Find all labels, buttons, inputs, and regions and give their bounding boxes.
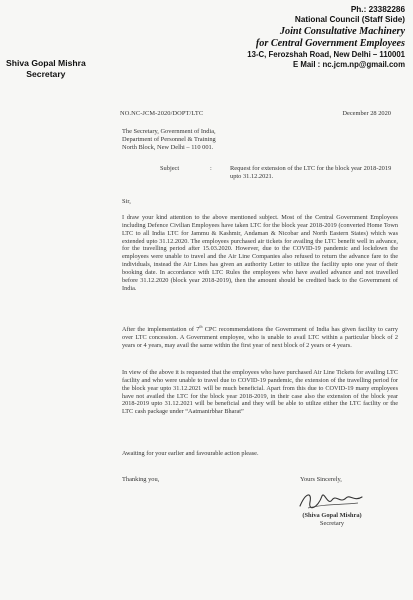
closing-thanks: Thanking you, — [122, 476, 160, 483]
letterhead-address: 13-C, Ferozshah Road, New Delhi – 110001 — [247, 49, 405, 59]
subject-label: Subject — [160, 165, 180, 172]
handwritten-signature — [296, 488, 366, 512]
recipient-line-3: North Block, New Delhi – 110 001. — [122, 143, 214, 151]
sender-title: Secretary — [26, 68, 66, 79]
subject-colon: : — [210, 165, 212, 172]
recipient-line-1: The Secretary, Government of India, — [122, 128, 216, 135]
paragraph-2 — [122, 323, 398, 350]
letterhead — [215, 5, 405, 71]
signer-title: Secretary — [319, 519, 345, 527]
letterhead-script-line1: Joint Consultative Machinery — [279, 25, 405, 37]
paragraph-1: I draw your kind attention to the above mentioned subject. Most of the Central Government Employees including Defence Civilian Employees have taken LTC for the block year 2018-2019 (converted Home Town LTC to all India LTC for Jammu & Kashmir, Andaman & Nicobar and North Eastern States) which was extended upto 31.12.2020. The employees purchased air tickets for availing the LTC benefit well in advance, for the travelling period after 15.03.2020. However, due to the COVID-19 pandemic and lockdown the employees were unable to travel and the Air Line Companies also refused to return the advance fare to the individuals, instead the Air Lines has given an authority Letter to utilize the facility upto one year of their booking date. In accordance with LTC Rules the employees who have availed advance and not travelled before 31.12.2020 (block year 2018-2019), then the amount should be credited back to the Government of India. — [122, 214, 398, 292]
sender-name: Shiva Gopal Mishra — [6, 58, 86, 68]
recipient-line-2: Department of Personnel & Training — [122, 135, 216, 143]
closing-yours: Yours Sincerely, — [300, 476, 342, 483]
signer-name: (Shiva Gopal Mishra) — [302, 512, 362, 519]
letterhead-email: E Mail : nc.jcm.np@gmail.com — [292, 60, 405, 70]
paragraph-2-sup: th — [199, 323, 203, 329]
signer-block — [292, 512, 372, 528]
letter-date: December 28 2020 — [342, 110, 391, 117]
reference-number: NO.NC-JCM-2020/DOPT/LTC — [120, 110, 204, 117]
paragraph-2-start: After the implementation of 7 — [122, 326, 200, 333]
recipient-address — [122, 128, 216, 151]
salutation: Sir, — [122, 198, 131, 205]
paragraph-4: Awaiting for your earlier and favourable action please. — [122, 450, 259, 457]
paragraph-2-rest: CPC recommendations the Government of India has given facility to carry over LTC concession. A Government employee, who is unable to avail LTC within a particular block of 2 years or 4 years, may avail the same within the first year of next block of 2 years or 4 years. — [122, 326, 398, 349]
paragraph-3: In view of the above it is requested that the employees who have purchased Air Line Tickets for availing LTC facility and who were unable to travel due to COVID-19 pandemic, the extension of the travelling period for the block year upto 31.12.2021 will be much beneficial. Apart from this due to COVID-19 many employees have not availed the LTC for the block year 2018-2019, in their case also the extension of the block year 2018-2019 upto 31.12.2021 will be beneficial and they will be able to utilize either the LTC facility or the LTC cash package under “Aatmanirbhar Bharat” — [122, 369, 398, 416]
letterhead-phone: Ph.: 23382286 — [350, 5, 405, 14]
letterhead-script-line2: for Central Government Employees — [255, 37, 405, 49]
letterhead-org: National Council (Staff Side) — [294, 15, 405, 25]
sender-block — [6, 58, 86, 79]
subject-text: Request for extension of the LTC for the block year 2018-2019 upto 31.12.2021. — [230, 165, 392, 180]
